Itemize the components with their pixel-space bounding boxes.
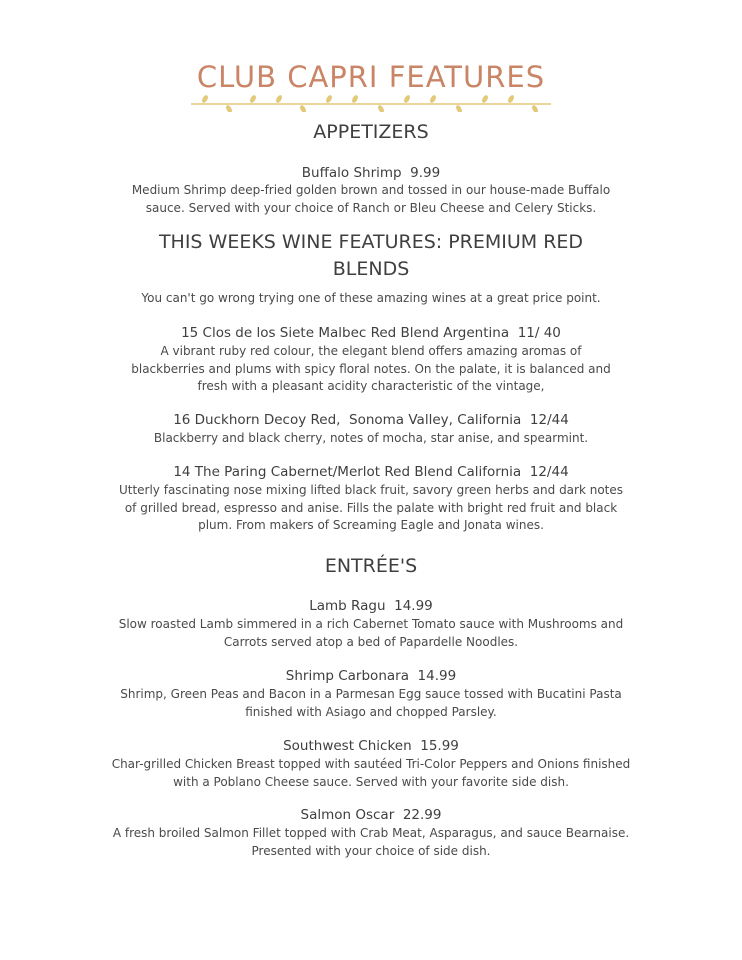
menu-item-name: Buffalo Shrimp 9.99: [301, 165, 441, 181]
menu-item-description: Slow roasted Lamb simmered in a rich Cabernet Tomato sauce with Mushrooms and Carrots served atop a bed of Papardelle Noodles.: [118, 617, 624, 649]
wine-item-description: Blackberry and black cherry, notes of mocha, star anise, and spearmint.: [153, 431, 589, 445]
menu-item-description: Char-grilled Chicken Breast topped with sautéed Tri-Color Peppers and Onions finished with a Poblano Cheese sauce. Served with your favorite side dish.: [111, 757, 631, 789]
wine-item-name: 15 Clos de los Siete Malbec Red Blend Argentina 11/ 40: [181, 325, 561, 341]
menu-item-name: Lamb Ragu 14.99: [309, 598, 433, 614]
wine-item-description: Utterly fascinating nose mixing lifted black fruit, savory green herbs and dark notes of grilled bread, espresso and anise. Fills the palate with bright red fruit and black plum. From makers of Screaming Eagle and Jonata wines.: [118, 483, 624, 532]
entrees-heading: ENTRÉE'S: [324, 555, 418, 577]
wine-item-name: 14 The Paring Cabernet/Merlot Red Blend California 12/44: [173, 464, 569, 480]
page-title: CLUB CAPRI FEATURES: [196, 60, 546, 94]
menu-item-name: Shrimp Carbonara 14.99: [285, 668, 457, 684]
wine-item-name: 16 Duckhorn Decoy Red, Sonoma Valley, California 12/44: [173, 412, 569, 428]
wine-heading: THIS WEEKS WINE FEATURES: PREMIUM RED BLENDS: [158, 231, 584, 280]
appetizers-heading: APPETIZERS: [313, 121, 429, 143]
vine-leaf-divider: [191, 94, 551, 112]
menu-item-name: Southwest Chicken 15.99: [283, 738, 459, 754]
wine-item-description: A vibrant ruby red colour, the elegant blend offers amazing aromas of blackberries and plums with spicy floral notes. On the palate, it is balanced and fresh with a pleasant acidity characteristic of the vintage,: [131, 344, 611, 393]
menu-item-name: Salmon Oscar 22.99: [300, 807, 442, 823]
menu-item-description: Shrimp, Green Peas and Bacon in a Parmesan Egg sauce tossed with Bucatini Pasta finished with Asiago and chopped Parsley.: [120, 687, 622, 719]
menu-item-description: Medium Shrimp deep-fried golden brown and tossed in our house-made Buffalo sauce. Served with your choice of Ranch or Bleu Cheese and Celery Sticks.: [131, 183, 611, 215]
menu-item-description: A fresh broiled Salmon Fillet topped with Crab Meat, Asparagus, and sauce Bearnaise. Presented with your choice of side dish.: [112, 826, 630, 858]
wine-intro: You can't go wrong trying one of these amazing wines at a great price point.: [141, 291, 601, 305]
